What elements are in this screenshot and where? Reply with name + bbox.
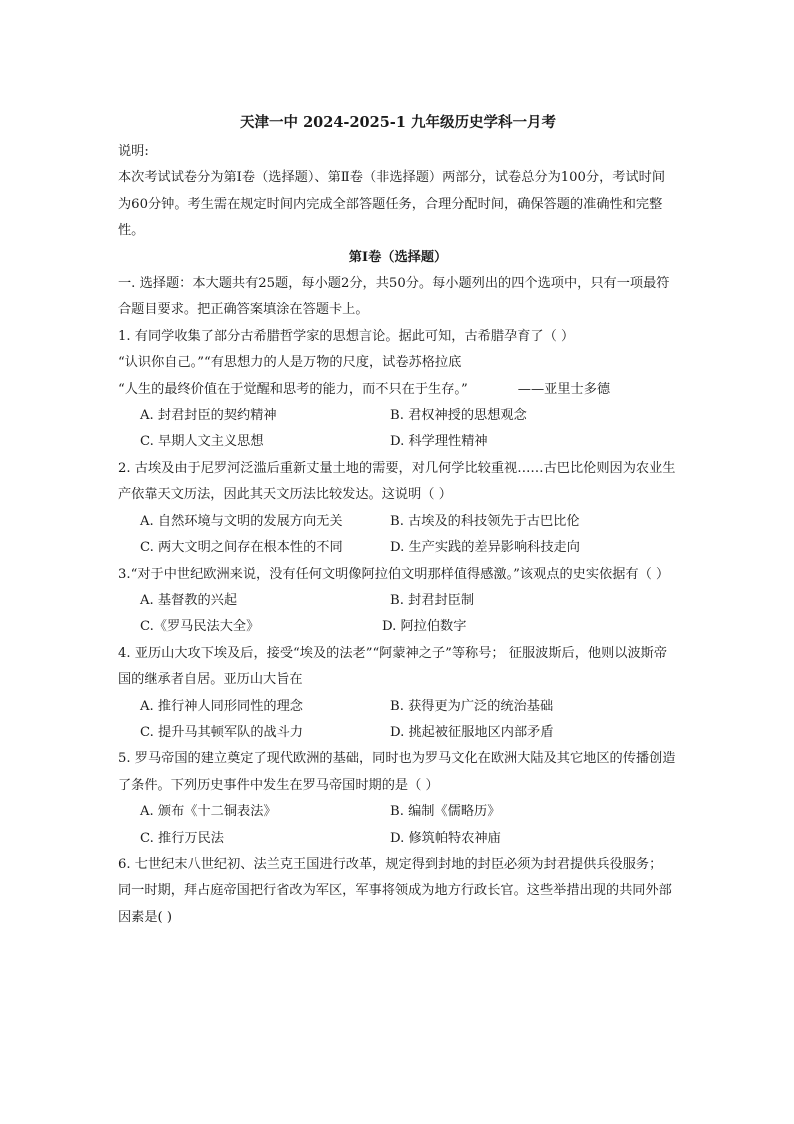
intro-label: 说明:: [118, 144, 149, 159]
options-row: [118, 588, 678, 614]
option-b: B. 古埃及的科技领先于古巴比伦: [390, 513, 580, 529]
question-stem: 6. 七世纪末八世纪初、法兰克王国进行改革，规定得到封地的封臣必须为封君提供兵役服务； 同一时期，拜占庭帝国把行省改为军区，军事将领成为地方行政长官。这些举措出现的共同外部因素是( ): [118, 856, 672, 925]
question-stem: 1. 有同学收集了部分古希腊哲学家的思想言论。据此可知，古希腊孕育了（ ）: [118, 328, 575, 344]
options-row: [118, 429, 678, 455]
options-row: [118, 535, 678, 561]
options-row: [118, 403, 678, 429]
option-d: D. 阿拉伯数字: [382, 619, 467, 635]
question-stem: 4. 亚历山大攻下埃及后，接受“埃及的法老”“阿蒙神之子”等称号； 征服波斯后，他则以波斯帝国的继承者自居。亚历山大旨在: [118, 645, 668, 688]
question-stem: 3.“对于中世纪欧洲来说，没有任何文明像阿拉伯文明那样值得感激。”该观点的史实依据有（ ）: [118, 566, 670, 582]
question-2: [118, 456, 678, 562]
option-c: C.《罗马民法大全》: [140, 619, 260, 635]
option-b: B. 编制《儒略历》: [390, 804, 501, 820]
option-b: B. 获得更为广泛的统治基础: [390, 698, 554, 714]
question-stem: 2. 古埃及由于尼罗河泛滥后重新丈量土地的需要，对几何学比较重视……古巴比伦则因为农业生产依靠天文历法，因此其天文历法比较发达。这说明（ ）: [118, 460, 676, 503]
option-b: B. 封君封臣制: [390, 592, 475, 608]
options-row: [118, 509, 678, 535]
option-d: D. 科学理性精神: [390, 434, 488, 450]
section-title: 第Ⅰ卷（选择题）: [348, 249, 448, 265]
options-row: [118, 614, 678, 640]
question-6: [118, 852, 678, 931]
question-5: [118, 746, 678, 852]
option-a: A. 推行神人同形同性的理念: [140, 698, 303, 714]
question-3: [118, 562, 678, 641]
question-stem: 5. 罗马帝国的建立奠定了现代欧洲的基础，同时也为罗马文化在欧洲大陆及其它地区的传播创造了条件。下列历史事件中发生在罗马帝国时期的是（ ）: [118, 751, 676, 793]
option-c: C. 推行万民法: [140, 830, 224, 846]
options-row: [118, 694, 678, 720]
question-4: [118, 641, 678, 747]
options-row: [118, 799, 678, 825]
options-row: [118, 720, 678, 746]
option-c: C. 提升马其顿军队的战斗力: [140, 724, 304, 740]
quote-text: “人生的最终价值在于觉醒和思考的能力，而不只在于生存。”: [118, 381, 468, 397]
question-1: [118, 324, 678, 456]
option-b: B. 君权神授的思想观念: [390, 408, 527, 424]
option-d: D. 修筑帕特农神庙: [390, 830, 501, 846]
option-c: C. 两大文明之间存在根本性的不同: [140, 540, 343, 556]
option-c: C. 早期人文主义思想: [140, 434, 264, 450]
option-d: D. 挑起被征服地区内部矛盾: [390, 724, 554, 740]
quote-line: “认识你自己。”“有思想力的人是万物的尺度，试卷苏格拉底: [118, 355, 462, 371]
options-row: [118, 826, 678, 852]
page-title: 天津一中 2024-2025-1 九年级历史学科一月考: [240, 114, 556, 131]
option-a: A. 基督教的兴起: [140, 592, 238, 608]
option-a: A. 颁布《十二铜表法》: [140, 804, 277, 820]
quote-line-last: [118, 377, 678, 403]
option-d: D. 生产实践的差异影响科技走向: [390, 540, 580, 556]
section-instructions: 一. 选择题：本大题共有25题，每小题2分，共50分。每小题列出的四个选项中，只有一项最符合题目要求。把正确答案填涂在答题卡上。: [118, 276, 670, 318]
option-a: A. 封君封臣的契约精神: [140, 408, 277, 424]
quote-attribution: ——亚里士多德: [517, 381, 611, 397]
option-a: A. 自然环境与文明的发展方向无关: [140, 513, 343, 529]
intro-text: 本次考试试卷分为第Ⅰ卷（选择题）、第Ⅱ卷（非选择题）两部分，试卷总分为100分，考试时间为60分钟。考生需在规定时间内完成全部答题任务，合理分配时间，确保答题的准确性和完整性。: [118, 170, 666, 239]
